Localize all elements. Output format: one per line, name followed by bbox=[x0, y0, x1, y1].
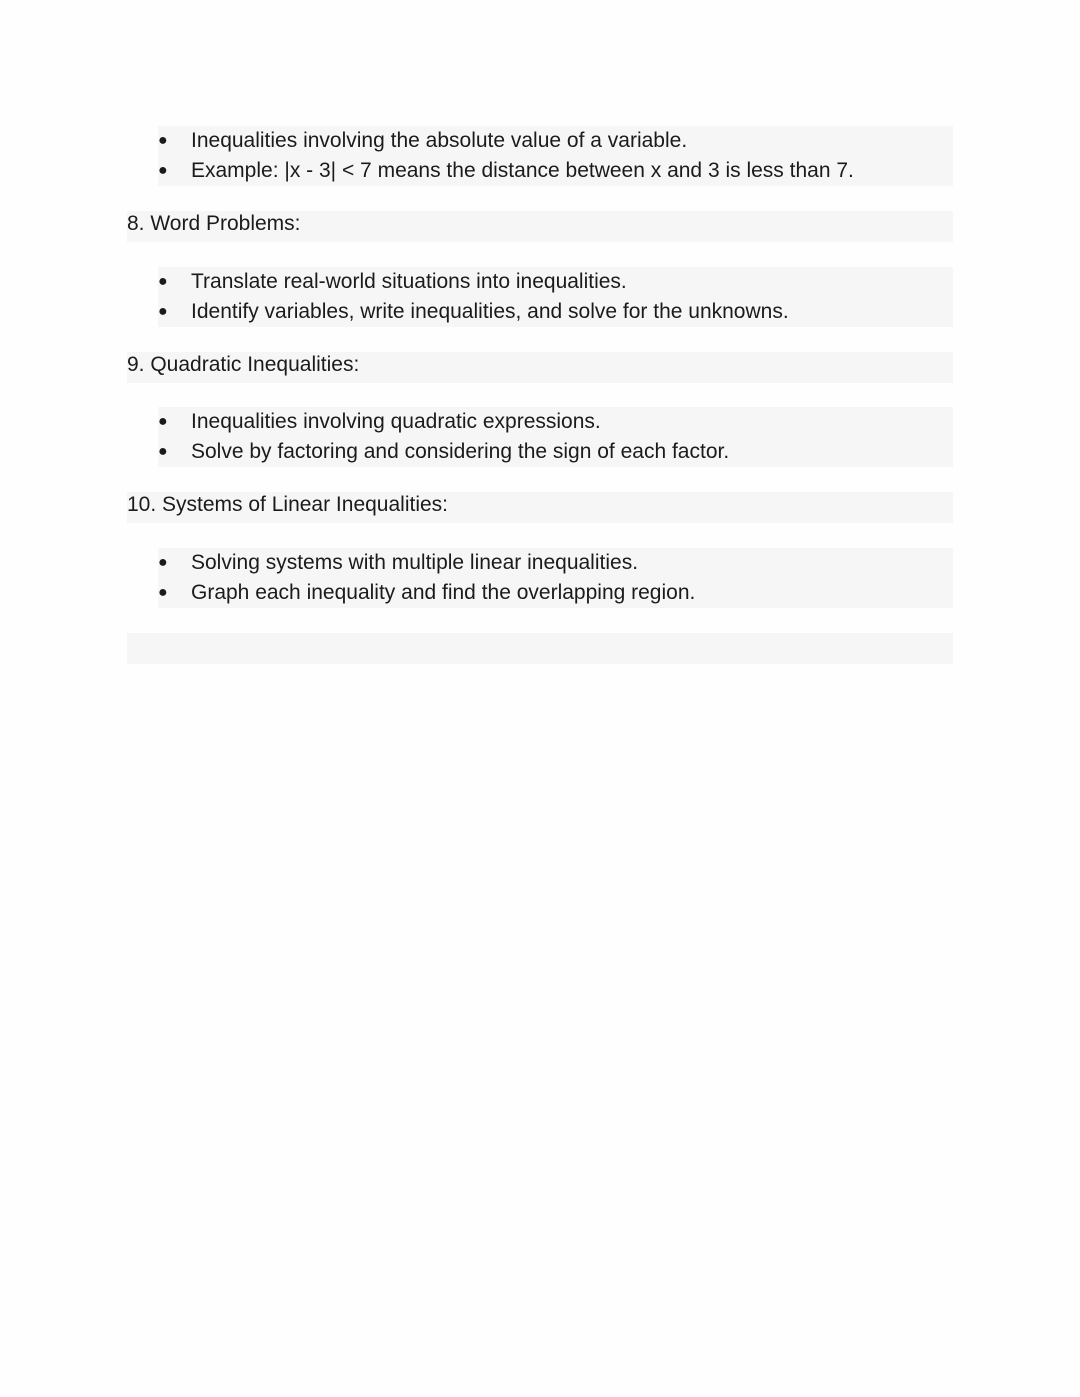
list-item bbox=[158, 548, 953, 578]
section-heading: 9. Quadratic Inequalities: bbox=[127, 352, 953, 383]
list-item-text: Solve by factoring and considering the sign of each factor. bbox=[191, 440, 730, 463]
bullet-list bbox=[158, 407, 953, 467]
list-item-text: Inequalities involving quadratic expressions. bbox=[191, 410, 601, 433]
bullet-icon: ● bbox=[158, 443, 168, 460]
list-item bbox=[158, 437, 953, 467]
bullet-list bbox=[158, 548, 953, 608]
list-item bbox=[158, 407, 953, 437]
list-item bbox=[158, 578, 953, 608]
bullet-icon: ● bbox=[158, 132, 168, 149]
list-item-text: Example: |x - 3| < 7 means the distance between x and 3 is less than 7. bbox=[191, 159, 854, 182]
bullet-list bbox=[158, 267, 953, 327]
list-item-text: Identify variables, write inequalities, and solve for the unknowns. bbox=[191, 300, 789, 323]
bullet-icon: ● bbox=[158, 273, 168, 290]
bullet-icon: ● bbox=[158, 413, 168, 430]
bullet-icon: ● bbox=[158, 554, 168, 571]
list-item bbox=[158, 126, 953, 156]
list-item-text: Solving systems with multiple linear inequalities. bbox=[191, 551, 639, 574]
list-item-text: Inequalities involving the absolute value of a variable. bbox=[191, 129, 688, 152]
list-item bbox=[158, 156, 953, 186]
bullet-icon: ● bbox=[158, 162, 168, 179]
empty-paragraph bbox=[127, 633, 953, 664]
bullet-icon: ● bbox=[158, 584, 168, 601]
section-heading: 8. Word Problems: bbox=[127, 211, 953, 242]
list-item bbox=[158, 297, 953, 327]
bullet-list bbox=[158, 126, 953, 186]
list-item bbox=[158, 267, 953, 297]
list-item-text: Translate real-world situations into inequalities. bbox=[191, 270, 627, 293]
bullet-icon: ● bbox=[158, 303, 168, 320]
list-item-text: Graph each inequality and find the overlapping region. bbox=[191, 581, 696, 604]
section-heading: 10. Systems of Linear Inequalities: bbox=[127, 492, 953, 523]
